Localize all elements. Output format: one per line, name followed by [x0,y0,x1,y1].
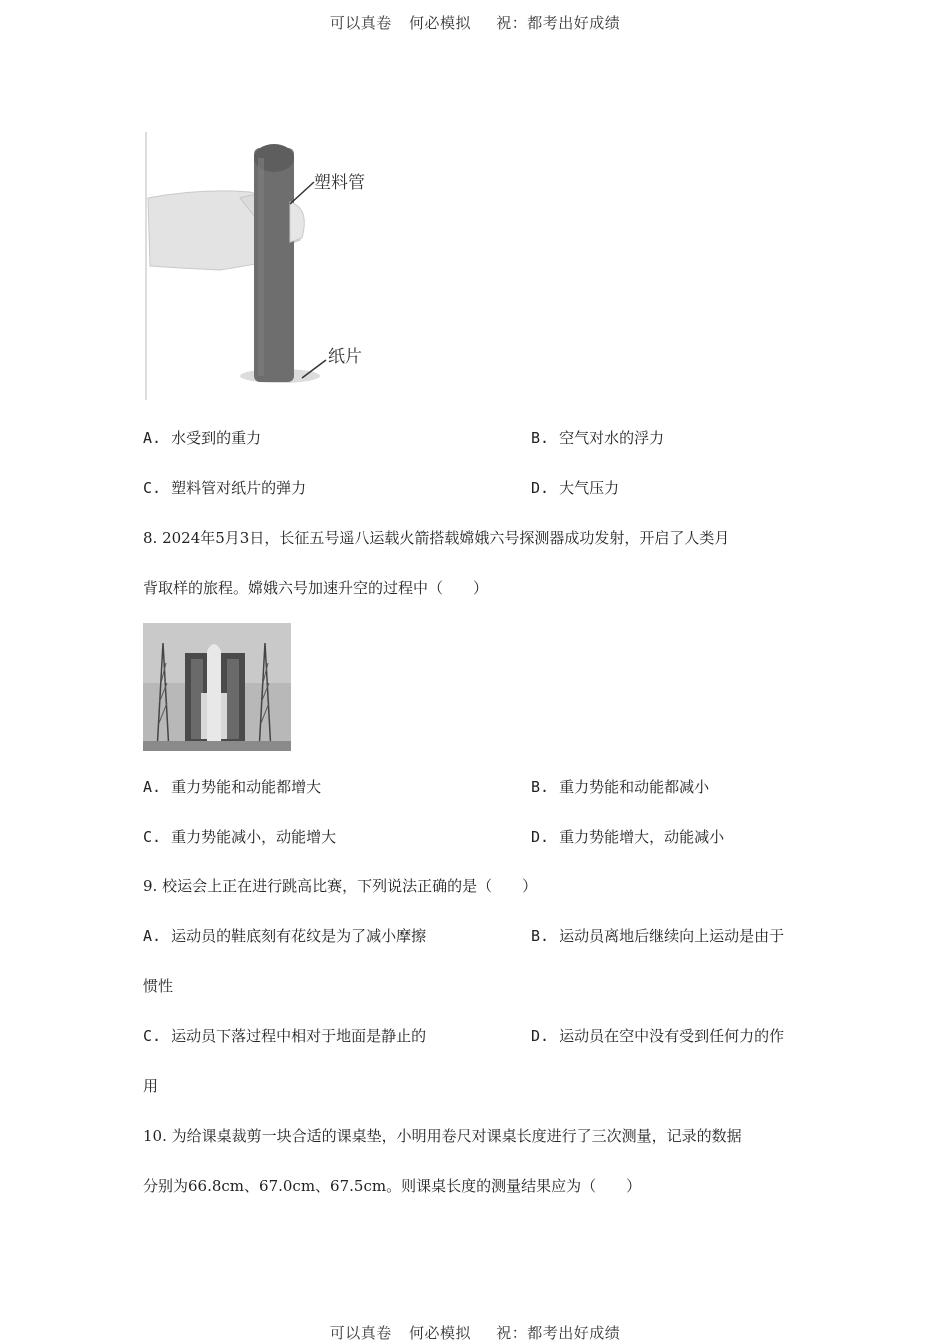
q7-option-c-text: 塑料管对纸片的弹力 [171,479,307,497]
q9-option-d-continued: 用 [143,1077,159,1095]
header-text-1: 可以真卷 [329,14,392,32]
q7-option-a-text: 水受到的重力 [171,429,262,447]
q8-option-a[interactable] [143,777,321,797]
q7-option-c[interactable] [143,478,306,498]
q7-option-b-label: B. [531,429,550,447]
q8-option-c-label: C. [143,828,162,846]
footer-text-1: 可以真卷 [329,1324,392,1342]
plastic-tube-figure [140,128,380,403]
rocket-launch-photo [143,623,291,751]
q9-option-b-label: B. [531,927,550,945]
page-header [0,12,950,33]
q9-option-a-label: A. [143,927,162,945]
q7-option-b[interactable] [531,428,664,448]
q8-option-b[interactable] [531,777,709,797]
footer-text-3: 祝：都考出好成绩 [496,1324,621,1342]
label-plastic-tube: 塑料管 [314,173,365,193]
q9-option-c-text: 运动员下落过程中相对于地面是静止的 [171,1027,427,1045]
q9-option-d[interactable] [531,1026,784,1046]
q7-option-d-text: 大气压力 [559,479,620,497]
q8-option-a-label: A. [143,778,162,796]
page-footer [0,1322,950,1343]
q7-option-a[interactable] [143,428,261,448]
q8-option-d[interactable] [531,827,724,847]
q9-option-b-continued: 惯性 [143,977,174,995]
q9-option-b[interactable] [531,926,784,946]
q8-option-d-text: 重力势能增大，动能减小 [559,828,725,846]
q9-option-d-text: 运动员在空中没有受到任何力的作 [559,1027,785,1045]
header-text-3: 祝：都考出好成绩 [496,14,621,32]
q7-option-c-label: C. [143,479,162,497]
q8-option-b-label: B. [531,778,550,796]
q8-stem-line2: 背取样的旅程。嫦娥六号加速升空的过程中（ ） [143,579,489,597]
q10-stem-line2: 分别为66.8cm、67.0cm、67.5cm。则课桌长度的测量结果应为（ ） [143,1177,642,1195]
q7-option-b-text: 空气对水的浮力 [559,429,665,447]
q9-option-b-text: 运动员离地后继续向上运动是由于 [559,927,785,945]
q8-option-c-text: 重力势能减小，动能增大 [171,828,337,846]
q7-option-a-label: A. [143,429,162,447]
q10-stem-line1: 10. 为给课桌裁剪一块合适的课桌垫，小明用卷尺对课桌长度进行了三次测量，记录的数据 [143,1127,742,1145]
q9-option-d-label: D. [531,1027,550,1045]
q9-option-c-label: C. [143,1027,162,1045]
q9-stem: 9. 校运会上正在进行跳高比赛，下列说法正确的是（ ） [143,877,538,895]
q8-stem-line1: 8. 2024年5月3日，长征五号遥八运载火箭搭载嫦娥六号探测器成功发射，开启了人类月 [143,529,730,547]
q8-option-a-text: 重力势能和动能都增大 [171,778,322,796]
q9-option-a[interactable] [143,926,426,946]
header-text-2: 何必模拟 [408,14,471,32]
q7-option-d-label: D. [531,479,550,497]
q9-option-c[interactable] [143,1026,426,1046]
q8-option-c[interactable] [143,827,336,847]
label-paper: 纸片 [328,347,362,367]
q8-option-b-text: 重力势能和动能都减小 [559,778,710,796]
q7-option-d[interactable] [531,478,619,498]
q9-option-a-text: 运动员的鞋底刻有花纹是为了减小摩擦 [171,927,427,945]
footer-text-2: 何必模拟 [408,1324,471,1342]
q8-option-d-label: D. [531,828,550,846]
